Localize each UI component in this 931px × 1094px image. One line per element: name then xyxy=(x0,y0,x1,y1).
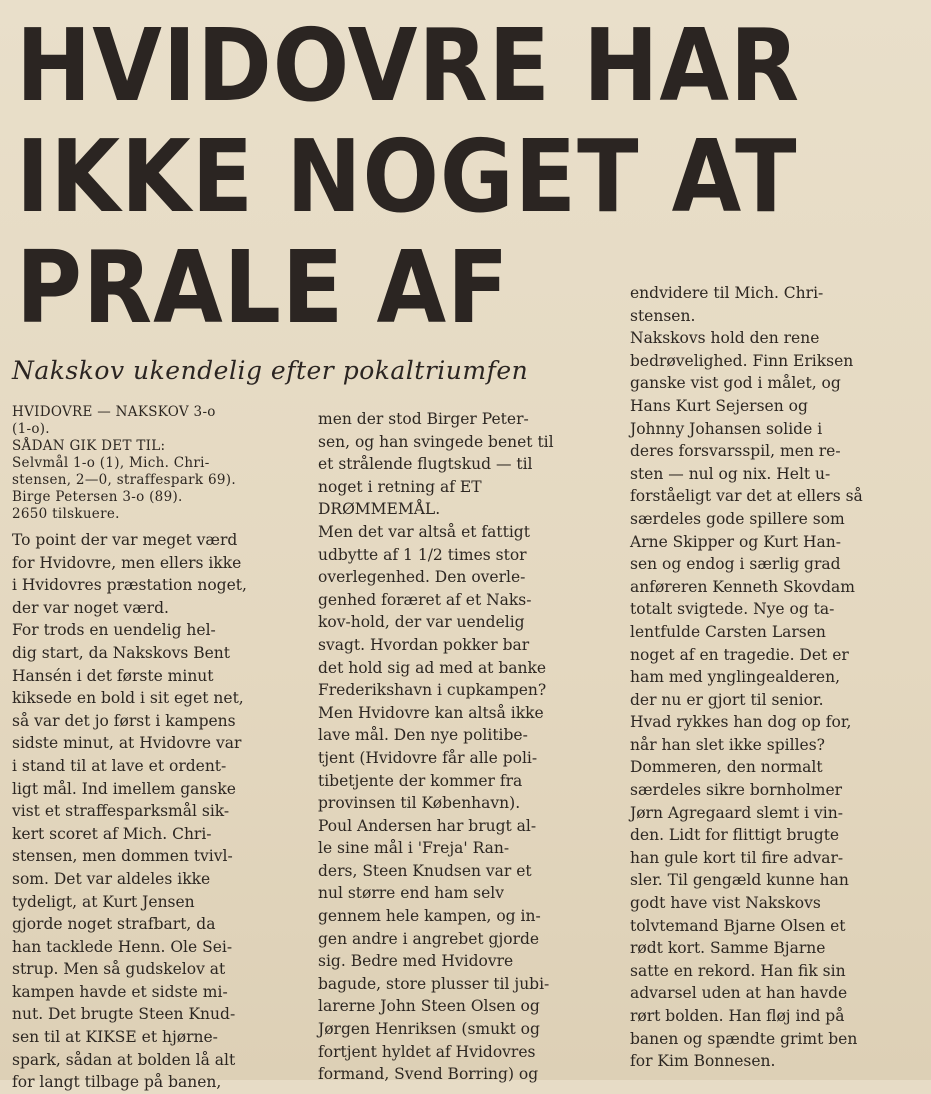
text-line: genhed foræret af et Naks- xyxy=(318,590,532,609)
text-line: anføreren Kenneth Skovdam xyxy=(630,577,855,596)
text-line: tolvtemand Bjarne Olsen et xyxy=(630,916,846,935)
text-line: tjent (Hvidovre får alle poli- xyxy=(318,748,538,767)
text-line: lentfulde Carsten Larsen xyxy=(630,622,826,641)
text-line: sen, og han svingede benet til xyxy=(318,432,554,451)
text-line: provinsen til København). xyxy=(318,794,521,813)
text-line: godt have vist Nakskovs xyxy=(630,894,821,913)
text-line: sler. Til gengæld kunne han xyxy=(630,871,849,890)
text-line: gennem hele kampen, og in- xyxy=(318,907,541,926)
text-line: kert scoret af Mich. Chri- xyxy=(12,824,212,843)
text-line: det hold sig ad med at banke xyxy=(318,658,547,677)
text-line: (1-o). xyxy=(12,421,50,437)
text-line: Hans Kurt Sejersen og xyxy=(630,396,808,415)
headline-line: PRALE AF xyxy=(16,229,510,346)
text-line: nul større end ham selv xyxy=(318,884,504,903)
text-line: bedrøvelighed. Finn Eriksen xyxy=(630,351,854,370)
text-line: nut. Det brugte Steen Knud- xyxy=(12,1005,236,1024)
text-line: ham med ynglingealderen, xyxy=(630,668,841,687)
text-line: et strålende flugtskud — til xyxy=(318,455,533,474)
text-line: han gule kort til fire advar- xyxy=(630,848,844,867)
text-line: fortjent hyldet af Hvidovres xyxy=(318,1042,536,1061)
text-line: stensen, men dommen tvivl- xyxy=(12,847,233,866)
text-line: Hansén i det første minut xyxy=(12,666,214,685)
text-line: noget af en tragedie. Det er xyxy=(630,645,849,664)
text-line: Johnny Johansen solide i xyxy=(630,419,823,438)
column-3 xyxy=(630,282,925,1073)
text-line: le sine mål i 'Freja' Ran- xyxy=(318,839,510,858)
text-line: kiksede en bold i sit eget net, xyxy=(12,689,244,708)
text-line: så var det jo først i kampens xyxy=(12,711,236,730)
text-line: advarsel uden at han havde xyxy=(630,984,848,1003)
text-line: HVIDOVRE — NAKSKOV 3-o xyxy=(12,404,216,420)
text-line: To point der var meget værd xyxy=(12,531,238,549)
text-line: sten — nul og nix. Helt u- xyxy=(630,464,831,483)
text-line: tydeligt, at Kurt Jensen xyxy=(12,892,195,911)
text-line: Arne Skipper og Kurt Han- xyxy=(630,532,841,551)
column-2 xyxy=(318,408,613,1086)
text-line: svagt. Hvordan pokker bar xyxy=(318,635,530,654)
text-line: totalt svigtede. Nye og ta- xyxy=(630,600,835,619)
text-line: ganske vist god i målet, og xyxy=(630,374,841,393)
text-line: Frederikshavn i cupkampen? xyxy=(318,681,547,700)
text-line: tibetjente der kommer fra xyxy=(318,771,523,790)
text-line: spark, sådan at bolden lå alt xyxy=(12,1050,236,1069)
text-line: forståeligt var det at ellers så xyxy=(630,487,863,506)
text-line: sen og endog i særlig grad xyxy=(630,555,841,574)
text-line: når han slet ikke spilles? xyxy=(630,735,825,754)
text-line: larerne John Steen Olsen og xyxy=(318,997,540,1016)
text-line: rørt bolden. Han fløj ind på xyxy=(630,1007,845,1025)
text-line: udbytte af 1 1/2 times stor xyxy=(318,545,527,564)
column-2-text xyxy=(318,408,613,1086)
text-line: som. Det var aldeles ikke xyxy=(12,869,211,888)
text-line: Birge Petersen 3-o (89). xyxy=(12,489,183,505)
text-line: deres forsvarsspil, men re- xyxy=(630,442,841,461)
text-line: SÅDAN GIK DET TIL: xyxy=(12,438,166,454)
text-line: satte en rekord. Han fik sin xyxy=(630,961,846,980)
text-line: kampen havde et sidste mi- xyxy=(12,982,228,1001)
text-line: gjorde noget strafbart, da xyxy=(12,915,216,934)
text-line: i stand til at lave et ordent- xyxy=(12,756,227,775)
headline-line: IKKE NOGET AT xyxy=(16,118,798,235)
column-1 xyxy=(12,404,297,1094)
text-line: for Hvidovre, men ellers ikke xyxy=(12,553,242,572)
text-line: stensen, 2—0, straffespark 69). xyxy=(12,472,236,488)
text-line: særdeles sikre bornholmer xyxy=(630,781,843,800)
text-line: men der stod Birger Peter- xyxy=(318,410,529,428)
text-line: Dommeren, den normalt xyxy=(630,758,823,777)
text-line: for Kim Bonnesen. xyxy=(630,1052,776,1071)
text-line: stensen. xyxy=(630,306,696,325)
text-line: sig. Bedre med Hvidovre xyxy=(318,952,514,971)
text-line: Men det var altså et fattigt xyxy=(318,522,530,541)
text-line: sen til at KIKSE et hjørne- xyxy=(12,1028,218,1047)
text-line: Jørn Agregaard slemt i vin- xyxy=(630,803,843,822)
text-line: noget i retning af ET xyxy=(318,477,482,496)
text-line: den. Lidt for flittigt brugte xyxy=(630,826,840,845)
text-line: formand, Svend Borring) og xyxy=(318,1065,539,1084)
text-line: Nakskovs hold den rene xyxy=(630,329,820,348)
text-line: banen og spændte grimt ben xyxy=(630,1029,858,1048)
text-line: ders, Steen Knudsen var et xyxy=(318,861,532,880)
text-line: bagude, store plusser til jubi- xyxy=(318,974,550,993)
text-line: DRØMMEMÅL. xyxy=(318,500,441,519)
text-line: særdeles gode spillere som xyxy=(630,509,845,528)
text-line: Poul Andersen har brugt al- xyxy=(318,816,537,835)
text-line: Jørgen Henriksen (smukt og xyxy=(318,1020,540,1039)
text-line: der var noget værd. xyxy=(12,598,169,617)
column-1-text xyxy=(12,529,297,1094)
text-line: strup. Men så gudskelov at xyxy=(12,960,226,979)
text-line: overlegenhed. Den overle- xyxy=(318,568,526,587)
text-line: sidste minut, at Hvidovre var xyxy=(12,734,242,753)
text-line: vist et straffesparksmål sik- xyxy=(12,802,230,821)
text-line: Selvmål 1-o (1), Mich. Chri- xyxy=(12,455,210,471)
column-3-text xyxy=(630,282,925,1073)
subheadline: Nakskov ukendelig efter pokaltriumfen xyxy=(12,356,529,385)
text-line: gen andre i angrebet gjorde xyxy=(318,929,540,948)
text-line: Hvad rykkes han dog op for, xyxy=(630,713,852,732)
text-line: ligt mål. Ind imellem ganske xyxy=(12,779,236,798)
text-line: han tacklede Henn. Ole Sei- xyxy=(12,937,233,956)
text-line: dig start, da Nakskovs Bent xyxy=(12,643,231,662)
text-line: 2650 tilskuere. xyxy=(12,506,120,522)
text-line: i Hvidovres præstation noget, xyxy=(12,576,247,595)
text-line: Men Hvidovre kan altså ikke xyxy=(318,703,544,722)
text-line: rødt kort. Samme Bjarne xyxy=(630,939,826,958)
text-line: endvidere til Mich. Chri- xyxy=(630,284,824,302)
match-results xyxy=(12,404,297,523)
text-line: lave mål. Den nye politibe- xyxy=(318,726,528,745)
headline-line: HVIDOVRE HAR xyxy=(16,7,801,124)
text-line: For trods en uendelig hel- xyxy=(12,621,216,640)
text-line: for langt tilbage på banen, xyxy=(12,1073,222,1092)
text-line: der nu er gjort til senior. xyxy=(630,690,824,709)
text-line: kov-hold, der var uendelig xyxy=(318,613,525,632)
